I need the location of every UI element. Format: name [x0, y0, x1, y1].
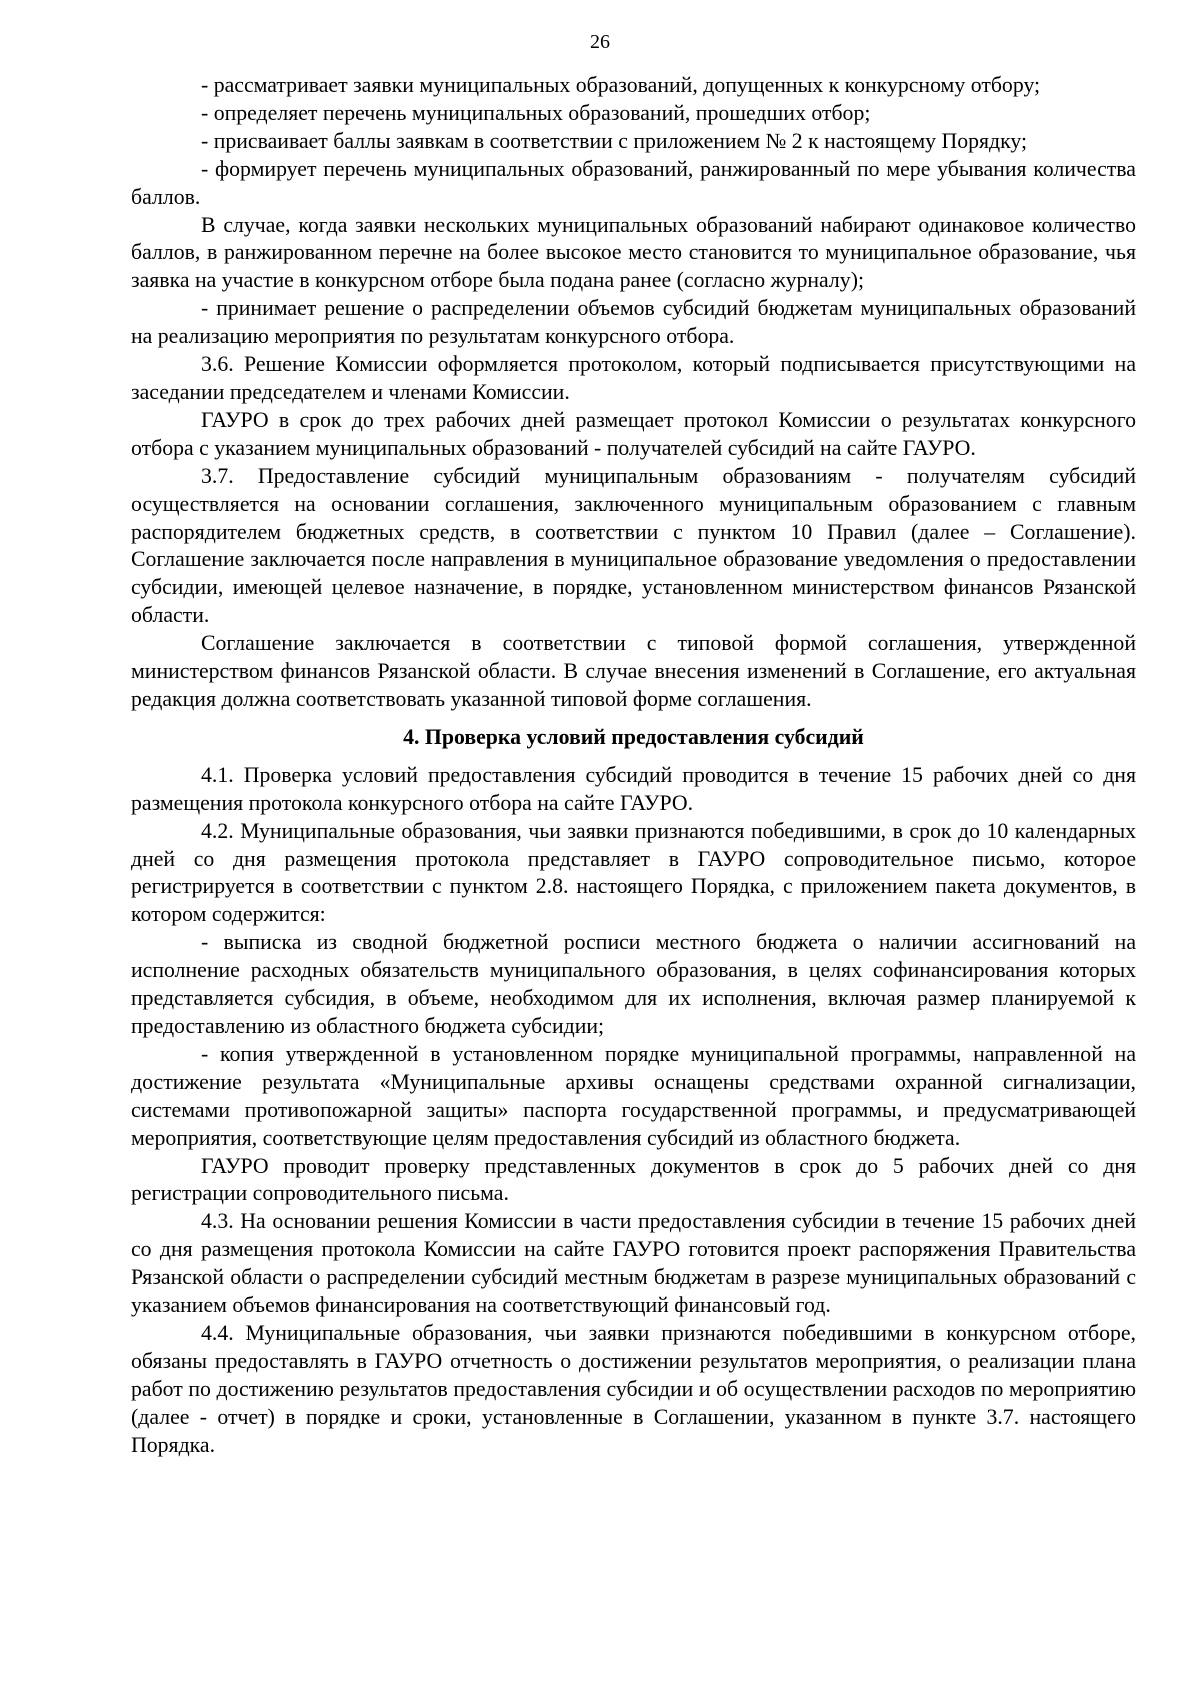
paragraph: Соглашение заключается в соответствии с типовой формой соглашения, утвержденной министерством финансов Рязанской области. В случае внесения изменений в Соглашение, его актуальная редакция должна соответствовать указанной типовой форме соглашения. [131, 631, 1136, 711]
paragraph: 3.6. Решение Комиссии оформляется протоколом, который подписывается присутствующими на заседании председателем и членами Комиссии. [131, 352, 1136, 404]
paragraph: - копия утвержденной в установленном порядке муниципальной программы, направленной на достижение результата «Муниципальные архивы оснащены средствами охранной сигнализации, системами противопожарной защиты» паспорта государственной программы, и предусматривающей мероприятия, соответствующие целям предоставления субсидий из областного бюджета. [131, 1041, 1136, 1150]
paragraph: - выписка из сводной бюджетной росписи местного бюджета о наличии ассигнований на исполнение расходных обязательств муниципального образования, в целях софинансирования которых представляется субсидия, в объеме, необходимом для их исполнения, включая размер планируемой к предоставлению из областного бюджета субсидии; [131, 930, 1136, 1038]
paragraph: 3.7. Предоставление субсидий муниципальным образованиям - получателям субсидий осуществляется на основании соглашения, заключенного муниципальным образованием с главным распорядителем бюджетных средств, в соответствии с пунктом 10 Правил (далее – Соглашение). Соглашение заключается после направления в муниципальное образование уведомления о предоставлении субсидии, имеющей целевое назначение, в порядке, установленном министерством финансов Рязанской области. [131, 463, 1136, 628]
paragraph: - принимает решение о распределении объемов субсидий бюджетам муниципальных образований на реализацию мероприятия по результатам конкурсного отбора. [131, 296, 1136, 349]
paragraph: 4.4. Муниципальные образования, чьи заявки признаются победившими в конкурсном отборе, обязаны предоставлять в ГАУРО отчетность о достижении результатов мероприятия, о реализации плана работ по достижению результатов предоставления субсидии и об осуществлении расходов по мероприятию (далее - отчет) в порядке и сроки, установленные в Соглашении, указанном в пункте 3.7. настоящего Порядка. [131, 1320, 1136, 1457]
section-heading: 4. Проверка условий предоставления субсидий [403, 724, 864, 749]
document-body [131, 72, 1136, 1460]
paragraph: 4.2. Муниципальные образования, чьи заявки признаются победившими, в срок до 10 календарных дней со дня размещения протокола представляет в ГАУРО сопроводительное письмо, которое регистрируется в соответствии с пунктом 2.8. настоящего Порядка, с приложением пакета документов, в котором содержится: [131, 818, 1136, 927]
page-number: 26 [590, 31, 610, 53]
paragraph: ГАУРО проводит проверку представленных документов в срок до 5 рабочих дней со дня регистрации сопроводительного письма. [131, 1153, 1136, 1206]
paragraph: - присваивает баллы заявкам в соответствии с приложением № 2 к настоящему Порядку; [201, 128, 1028, 153]
paragraph: - рассматривает заявки муниципальных образований, допущенных к конкурсному отбору; [201, 73, 1041, 97]
paragraph: - определяет перечень муниципальных образований, прошедших отбор; [201, 100, 871, 125]
paragraph: В случае, когда заявки нескольких муниципальных образований набирают одинаковое количество баллов, в ранжированном перечне на более высокое место становится то муниципальное образование, чья заявка на участие в конкурсном отборе была подана ранее (согласно журналу); [131, 212, 1136, 293]
paragraph: ГАУРО в срок до трех рабочих дней размещает протокол Комиссии о результатах конкурсного отбора с указанием муниципальных образований - получателей субсидий на сайте ГАУРО. [131, 407, 1136, 460]
paragraph: - формирует перечень муниципальных образований, ранжированный по мере убывания количества баллов. [131, 156, 1136, 209]
paragraph: 4.1. Проверка условий предоставления субсидий проводится в течение 15 рабочих дней со дня размещения протокола конкурсного отбора на сайте ГАУРО. [131, 762, 1136, 815]
paragraph: 4.3. На основании решения Комиссии в части предоставления субсидии в течение 15 рабочих дней со дня размещения протокола Комиссии на сайте ГАУРО готовится проект распоряжения Правительства Рязанской области о распределении субсидий местным бюджетам в разрезе муниципальных образований с указанием объемов финансирования на соответствующий финансовый год. [131, 1209, 1136, 1318]
